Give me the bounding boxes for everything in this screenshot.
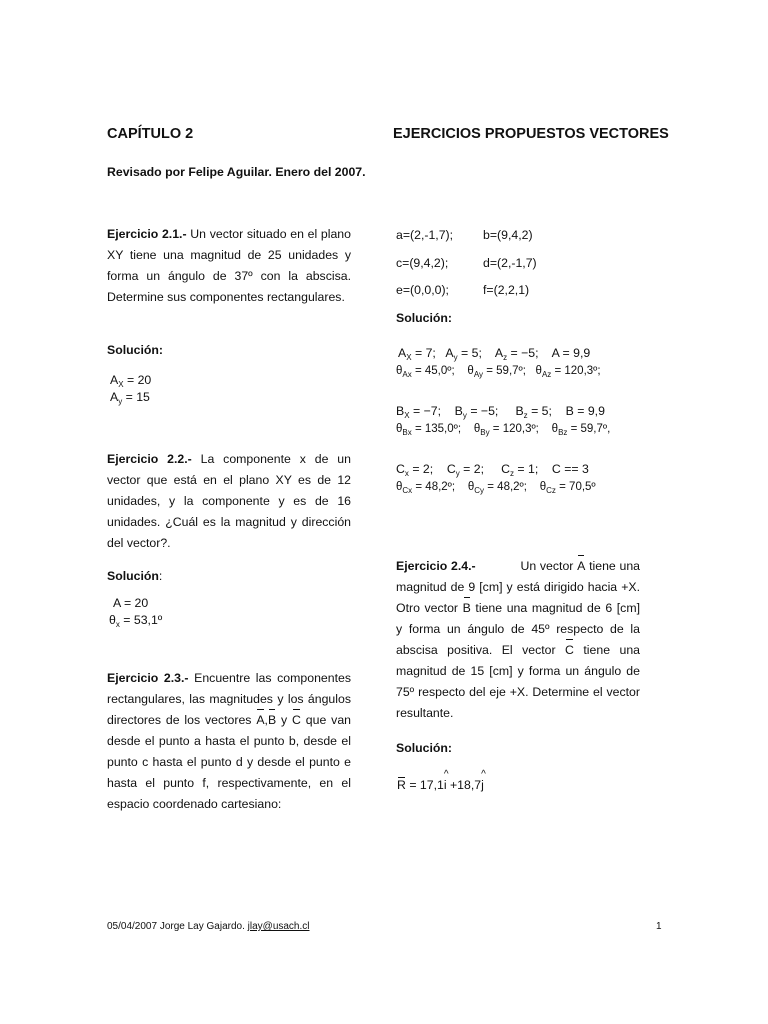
author-email-link[interactable]: jlay@usach.cl [247, 921, 310, 932]
point-e: e=(0,0,0); [396, 283, 449, 297]
solution-2-4-label: Solución: [396, 741, 453, 755]
solution-ax: $A_X = 20$ [110, 373, 152, 389]
solution-magnitude: A = 20 [113, 596, 149, 610]
vector-a-components: $A_X = 7$; $A_y = 5$; $A_z = -5$; A = 9,9 [398, 346, 591, 362]
exercise-2-4-label: Ejercicio 2.4.- [396, 559, 476, 573]
point-c: c=(9,4,2); [396, 256, 449, 270]
solution-2-2-label: Solución: [107, 569, 163, 583]
point-d: d=(2,-1,7) [483, 256, 537, 270]
vector-a-angles: $\theta_{Ax}$ = 45,0º; $\theta_{Ay}$ = 59,7º; $\theta_{Az}$ = 120,3º; [396, 365, 601, 379]
solution-direction: $\theta_x$ = 53,1º [109, 613, 163, 629]
exercise-2-3: Ejercicio 2.3.- Encuentre las componentes rectangulares, las magnitudes y los ángulos directores de los vectores A,B y C que van desde el punto a hasta el punto b, desde el punto c hasta el punto d y desde el punto e hasta el punto f, respectivamente, en el espacio coordenado cartesiano: [107, 671, 352, 811]
point-f: f=(2,2,1) [483, 283, 530, 297]
exercise-2-2-text: La componente x de un vector que está en el plano XY es de 12 unidades, y la componente y es de 16 unidades. ¿Cuál es la magnitud y dirección del vector?. [107, 452, 351, 550]
exercise-2-3-label: Ejercicio 2.3.- [107, 671, 189, 685]
exercise-2-4: Ejercicio 2.4.- Un vector A tiene una magnitud de 9 [cm] y está dirigido hacia +X. Otro vector B tiene una magnitud de 6 [cm] y forma un ángulo de 45º respecto de la abscisa positiva. El vector C tiene una magnitud de 15 [cm] y forma un ángulo de 75º respecto del eje +X. Determine el vector resultante. [396, 556, 640, 724]
vector-c-angles: $\theta_{Cx}$ = 48,2º; $\theta_{Cy}$ = 48,2º; $\theta_{Cz}$ = 70,5º [396, 481, 596, 495]
point-a: a=(2,-1,7); [396, 228, 454, 242]
exercise-2-1 [107, 224, 351, 308]
solution-ay: $A_y = 15$ [110, 390, 150, 406]
revision-note: Revisado por Felipe Aguilar. Enero del 2007. [107, 165, 366, 179]
exercise-2-2-label: Ejercicio 2.2.- [107, 452, 192, 466]
solution-2-3-label: Solución: [396, 311, 453, 325]
exercise-2-1-text: Un vector situado en el plano XY tiene una magnitud de 25 unidades y forma un ángulo de 37º con la abscisa. Determine sus componentes rectangulares. [107, 227, 351, 304]
page-number: 1 [656, 921, 662, 932]
resultant-vector: R = 17,1^ i +18,7^ j [397, 778, 484, 792]
exercise-2-1-label: Ejercicio 2.1.- [107, 227, 187, 241]
chapter-heading: CAPÍTULO 2 [107, 126, 194, 142]
vector-b-angles: $\theta_{Bx}$ = 135,0º; $\theta_{By}$ = 120,3º; $\theta_{Bz}$ = 59,7º, [396, 423, 611, 437]
vector-b-components: $B_X = -7$; $B_y = -5$; $B_z = 5$; B = 9,9 [396, 404, 605, 420]
footer-info: 05/04/2007 Jorge Lay Gajardo. jlay@usach.cl [107, 921, 310, 932]
document-title: EJERCICIOS PROPUESTOS VECTORES [393, 126, 669, 142]
vector-c-components: $C_x = 2$; $C_y = 2$; $C_z = 1$; C == 3 [396, 462, 589, 478]
solution-2-1-label: Solución: [107, 343, 164, 357]
exercise-2-2 [107, 449, 351, 554]
point-b: b=(9,4,2) [483, 228, 533, 242]
